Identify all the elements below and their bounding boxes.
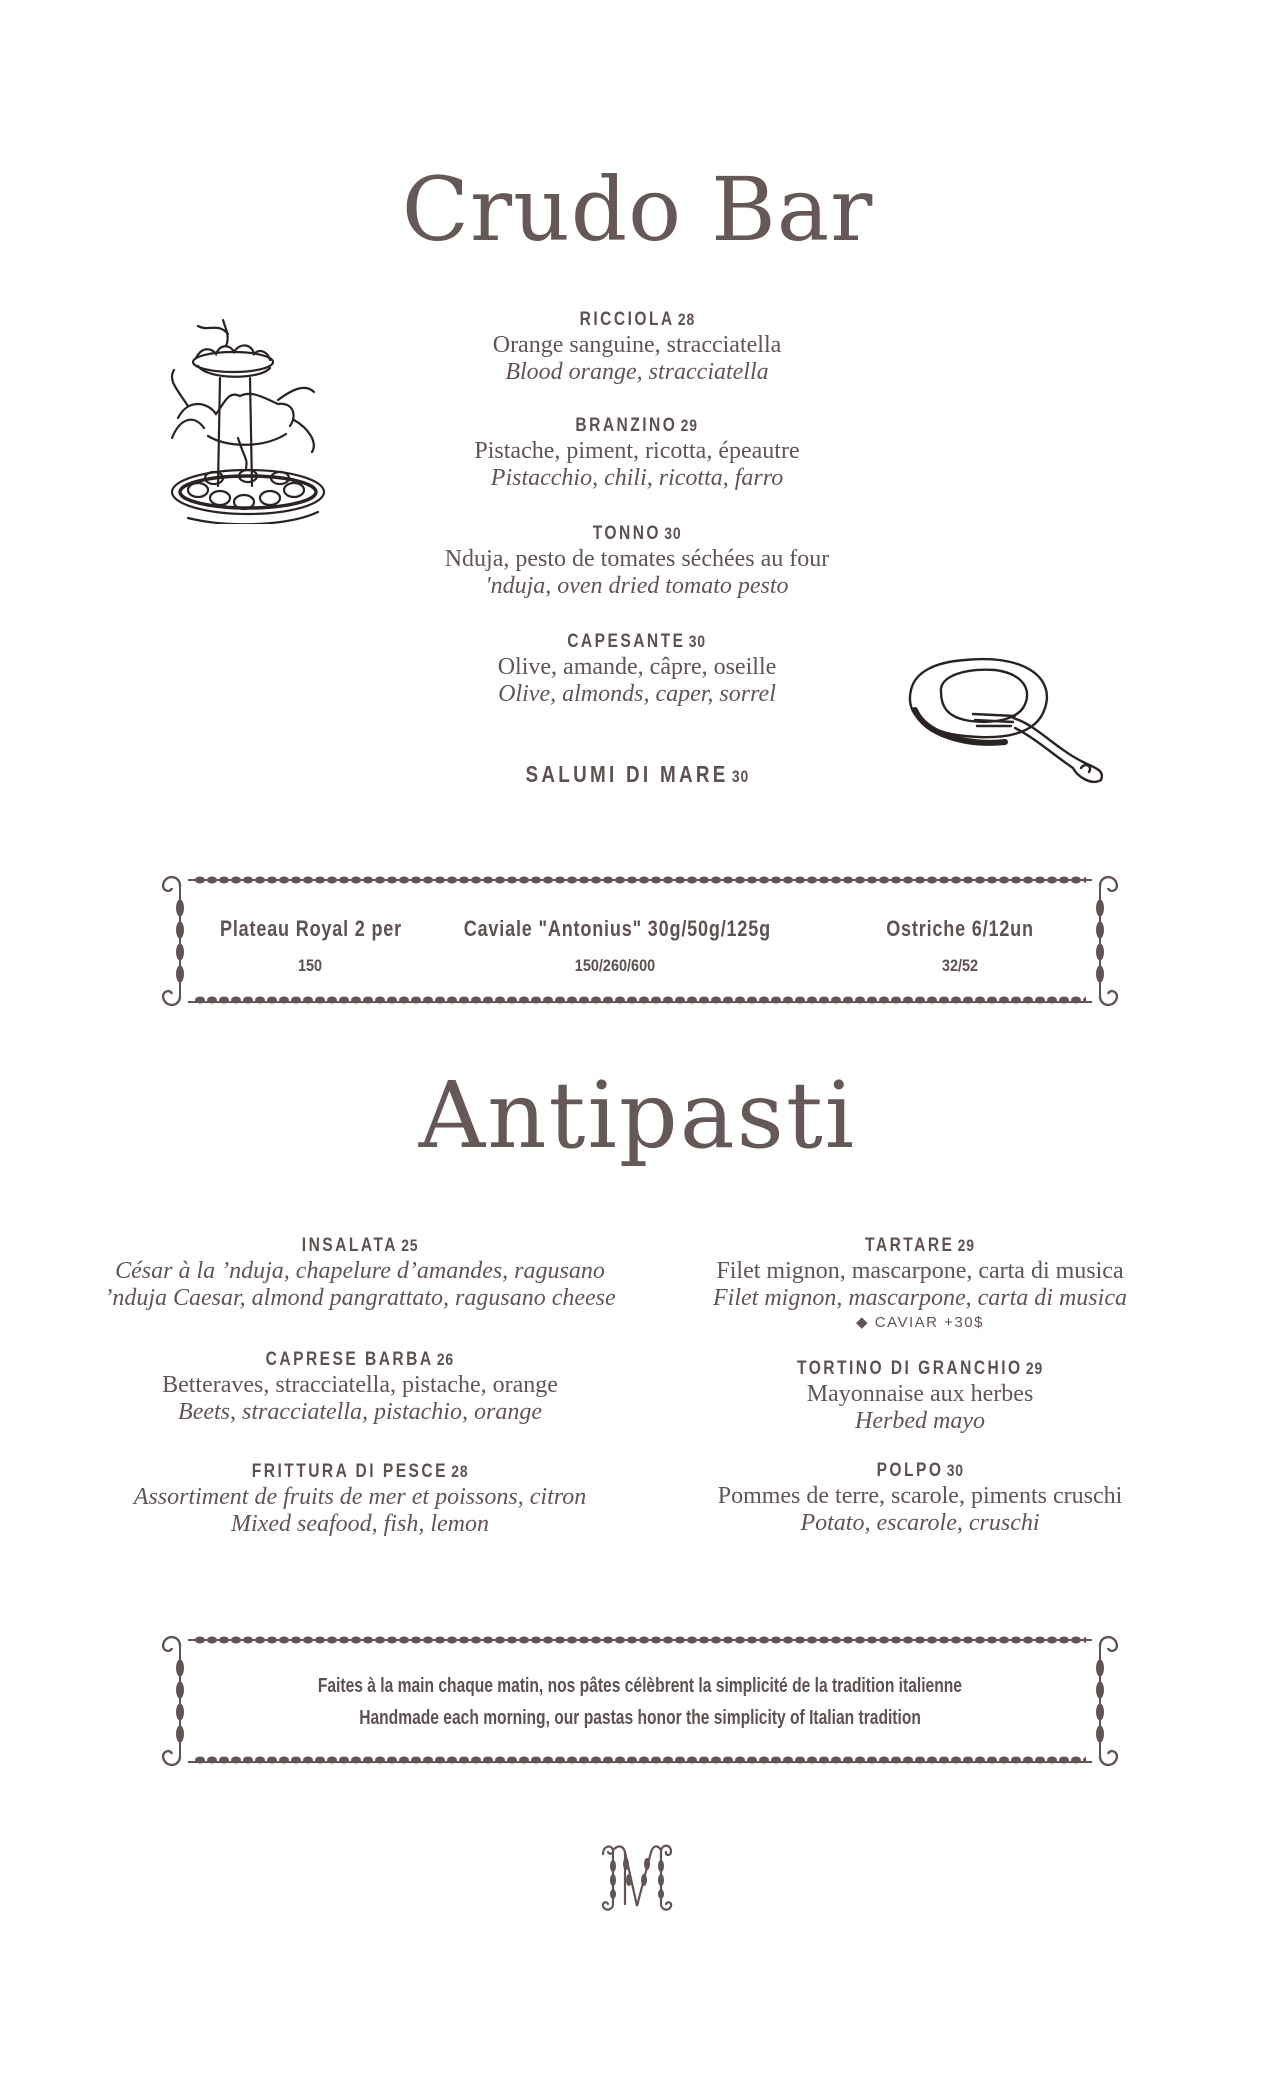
item-price: 30 xyxy=(689,632,707,651)
item-name: INSALATA 25 xyxy=(301,1235,419,1256)
item-name: BRANZINO 29 xyxy=(575,415,699,436)
item-price: 29 xyxy=(957,1236,975,1255)
item-description-en: Filet mignon, mascarpone, carta di musica xyxy=(713,1285,1127,1311)
item-description-en: Beets, stracciatella, pistachio, orange xyxy=(178,1399,542,1425)
menu-item-tonno xyxy=(337,522,937,600)
platter-ostriche xyxy=(840,916,1080,976)
platter-plateau-royal xyxy=(200,916,420,976)
pasta-note xyxy=(160,1670,1120,1734)
platter-price: 150 xyxy=(297,956,323,975)
item-description-fr: Nduja, pesto de tomates séchées au four xyxy=(444,546,830,572)
menu-item-caprese-barba xyxy=(80,1348,640,1426)
item-price: 25 xyxy=(401,1236,419,1255)
seafood-tower-illustration xyxy=(168,318,358,524)
item-price: 29 xyxy=(1025,1359,1044,1378)
item-description-fr: Olive, amande, câpre, oseille xyxy=(497,654,777,680)
item-price: 30 xyxy=(664,524,682,543)
item-description-en: Potato, escarole, cruschi xyxy=(800,1510,1040,1536)
item-name: CAPRESE BARBA 26 xyxy=(265,1349,455,1370)
item-description-en: Blood orange, stracciatella xyxy=(505,359,769,385)
item-description-fr: César à la ’nduja, chapelure d’amandes, ragusano xyxy=(115,1258,605,1284)
menu-item-polpo xyxy=(660,1459,1180,1537)
menu-item-insalata xyxy=(80,1234,640,1312)
item-name: POLPO 30 xyxy=(876,1460,964,1481)
menu-item-frittura-di-pesce xyxy=(80,1460,640,1538)
platter-name: Ostriche 6/12un xyxy=(886,916,1034,941)
menu-item-salumi-di-mare xyxy=(337,762,937,789)
item-name: TONNO 30 xyxy=(592,523,682,544)
item-name: CAPESANTE 30 xyxy=(567,631,707,652)
platter-price: 150/260/600 xyxy=(574,956,656,975)
item-description-fr: Betteraves, stracciatella, pistache, orange xyxy=(162,1372,558,1398)
item-price: 28 xyxy=(451,1462,469,1481)
item-price: 30 xyxy=(946,1461,964,1480)
item-name: RICCIOLA 28 xyxy=(579,309,695,330)
item-price: 30 xyxy=(731,767,749,786)
item-description-fr: Filet mignon, mascarpone, carta di musica xyxy=(716,1258,1124,1284)
caviar-addon: ◆ CAVIAR +30$ xyxy=(856,1314,984,1331)
menu-item-tartare xyxy=(660,1234,1180,1334)
item-description-fr: Pommes de terre, scarole, piments cruschi xyxy=(717,1483,1123,1509)
item-description-fr: Pistache, piment, ricotta, épeautre xyxy=(474,438,800,464)
item-price: 26 xyxy=(437,1350,455,1369)
menu-item-capesante xyxy=(337,630,937,708)
platter-caviale xyxy=(430,916,800,976)
menu-item-ricciola xyxy=(337,308,937,386)
menu-item-tortino-di-granchio xyxy=(660,1357,1180,1435)
item-name: SALUMI DI MARE 30 xyxy=(525,761,749,787)
pasta-note-en: Handmade each morning, our pastas honor the simplicity of Italian tradition xyxy=(359,1707,921,1729)
item-description-fr: Orange sanguine, stracciatella xyxy=(492,332,782,358)
platter-price: 32/52 xyxy=(941,956,979,975)
item-price: 29 xyxy=(681,416,699,435)
menu-item-branzino xyxy=(337,414,937,492)
item-description-en: Pistacchio, chili, ricotta, farro xyxy=(490,465,784,491)
item-description-fr: Mayonnaise aux herbes xyxy=(806,1381,1034,1407)
plate-and-fork-illustration xyxy=(905,648,1115,788)
monogram-logo xyxy=(597,1840,677,1916)
item-description-en: Olive, almonds, caper, sorrel xyxy=(498,681,776,707)
platters-frame xyxy=(160,870,1120,1012)
item-price: 28 xyxy=(677,310,695,329)
item-description-en: Herbed mayo xyxy=(855,1408,985,1434)
item-description-en: ’nduja Caesar, almond pangrattato, ragusano cheese xyxy=(104,1285,616,1311)
item-description-en: 'nduja, oven dried tomato pesto xyxy=(485,573,789,599)
pasta-note-fr: Faites à la main chaque matin, nos pâtes célèbrent la simplicité de la tradition italienne xyxy=(317,1675,963,1697)
item-description-en: Mixed seafood, fish, lemon xyxy=(231,1511,489,1537)
platter-name: Caviale "Antonius" 30g/50g/125g xyxy=(463,916,771,941)
item-name: FRITTURA DI PESCE 28 xyxy=(251,1461,469,1482)
platter-name: Plateau Royal 2 per xyxy=(219,916,403,941)
item-name: TARTARE 29 xyxy=(865,1235,975,1256)
pasta-note-frame xyxy=(160,1630,1120,1772)
section-title-crudo-bar: Crudo Bar xyxy=(401,158,874,261)
item-description-fr: Assortiment de fruits de mer et poissons, citron xyxy=(133,1484,587,1510)
item-name: TORTINO DI GRANCHIO 29 xyxy=(796,1358,1044,1379)
section-title-antipasti: Antipasti xyxy=(418,1062,857,1169)
